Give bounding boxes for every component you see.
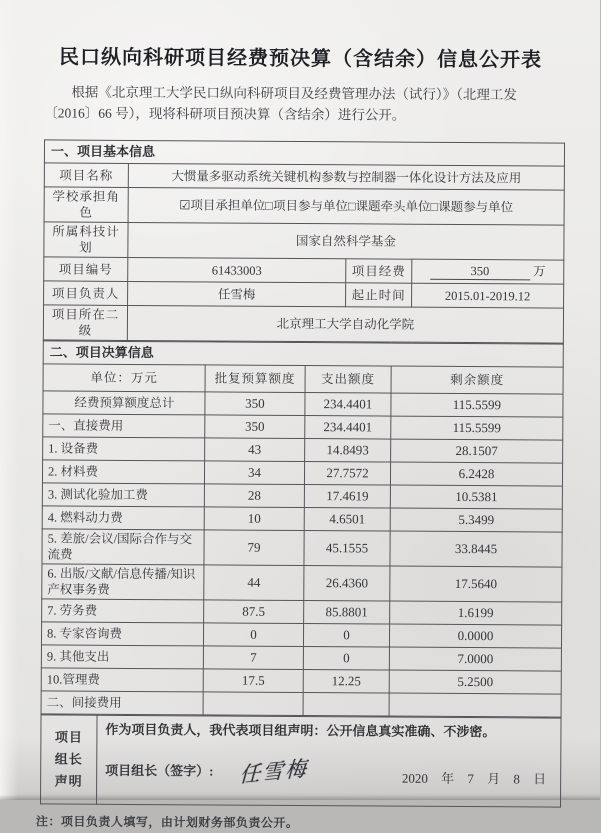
budget-row-materials: [42, 460, 562, 486]
project-name-label: 项目名称: [44, 163, 128, 188]
row-project-name: [44, 163, 564, 190]
footnote: 注：项目负责人填写，由计划财务部负责公开。: [35, 814, 299, 831]
budget-row-consulting: [41, 622, 561, 648]
declaration-body: [96, 715, 561, 807]
declaration-date: 2020 年 7 月 8 日: [401, 770, 547, 787]
budget-row-direct: [43, 414, 563, 440]
spent-value: [303, 693, 389, 717]
signature-label: 项目组长（签字）:: [105, 762, 214, 779]
approved-value: 43: [205, 438, 305, 462]
spent-value: 27.7572: [304, 462, 390, 486]
signature-handwriting: 任雪梅: [239, 756, 309, 788]
budget-row-equipment: [43, 437, 563, 463]
paper-bottom-edge-shadow: [0, 795, 600, 800]
row-label: 1. 设备费: [43, 437, 205, 461]
school-role-label: 学校承担角色: [44, 187, 128, 223]
project-no-value: 61433003: [128, 257, 346, 282]
budget-row-total: [43, 391, 563, 417]
spent-value: 85.8801: [304, 601, 390, 625]
declaration-row: [41, 715, 562, 807]
budget-row-indirect: [41, 691, 561, 717]
row-school-role: [44, 187, 564, 225]
duration-label: 起止时间: [346, 283, 412, 307]
remaining-value: 5.2500: [389, 670, 561, 694]
row-project-no-funding: [44, 257, 564, 284]
declaration-label-line: 组长: [54, 751, 83, 767]
page-title: 民口纵向科研项目经费预决算（含结余）信息公开表: [58, 46, 543, 72]
row-label: 10.管理费: [41, 668, 203, 692]
budget-row-labor: [42, 599, 562, 625]
remaining-value: 6.2428: [390, 462, 562, 486]
spent-value: 4.6501: [304, 508, 390, 532]
approved-value: 17.5: [203, 669, 303, 693]
row-department: [43, 305, 563, 343]
remaining-value: 28.1507: [391, 439, 563, 463]
department-label: 项目所在二级: [43, 305, 127, 341]
approved-value: 34: [204, 461, 304, 485]
funding-value-cell: [412, 259, 564, 284]
row-label: 一、直接费用: [43, 414, 205, 438]
remaining-value: 17.5640: [390, 566, 562, 602]
approved-value: 87.5: [204, 600, 304, 624]
spent-value: 0: [303, 624, 389, 648]
section-basic-info-header: [44, 140, 564, 166]
declaration-statement: 作为项目负责人，我代表项目组声明：公开信息真实准确、不涉密。: [105, 721, 496, 740]
school-role-checkboxes: ☑项目承担单位□项目参与单位□课题牵头单位□课题参与单位: [128, 187, 564, 225]
declaration-label-line: 声明: [54, 773, 83, 789]
approved-value: 7: [203, 646, 303, 670]
remaining-value: 0.0000: [389, 624, 561, 648]
approved-value: 0: [203, 623, 303, 647]
budget-row-travel: [42, 529, 562, 567]
basic-info-table: [43, 139, 565, 343]
intro-paragraph: [44, 81, 564, 126]
spent-value: 14.8493: [305, 439, 391, 463]
section-budget-header: [43, 341, 563, 367]
budget-row-publication: [42, 564, 562, 602]
row-label: 8. 专家咨询费: [41, 622, 203, 646]
approved-value: 10: [204, 507, 304, 531]
row-label: 2. 材料费: [42, 460, 204, 484]
row-label: 4. 燃料动力费: [42, 506, 204, 530]
funding-unit: 万: [533, 264, 546, 279]
approved-value: [203, 692, 303, 716]
spent-value: 234.4401: [305, 393, 391, 417]
remaining-value: 7.0000: [389, 647, 561, 671]
budget-table: [41, 340, 564, 717]
project-name-value: 大惯量多驱动系统关键机构参数与控制器一体化设计方法及应用: [128, 163, 564, 190]
row-label: 9. 其他支出: [41, 645, 203, 669]
budget-row-fuel-power: [42, 506, 562, 532]
remaining-value: 5.3499: [390, 508, 562, 532]
intro-line-2: 〔2016〕66 号），现将科研项目预决算（含结余）进行公开。: [44, 105, 406, 123]
program-value: 国家自然科学基金: [128, 222, 564, 260]
row-label: 经费预算额度总计: [43, 391, 205, 415]
remaining-value: 115.5599: [391, 416, 563, 440]
funding-label: 项目经费: [346, 259, 412, 283]
signature-row: [105, 756, 552, 788]
budget-header-row: [43, 364, 563, 394]
funding-amount: 350: [430, 263, 530, 281]
approved-value: 28: [204, 484, 304, 508]
project-no-label: 项目编号: [44, 257, 128, 282]
approved-value: 350: [205, 415, 305, 439]
row-label: 7. 劳务费: [42, 599, 204, 623]
col-header-remaining: 剩余额度: [391, 366, 563, 394]
remaining-value: [389, 693, 561, 717]
spent-value: 12.25: [303, 670, 389, 694]
remaining-value: 10.5381: [390, 485, 562, 509]
spent-value: 17.4619: [304, 485, 390, 509]
approved-value: 79: [204, 530, 304, 566]
col-header-unit: 单位：万元: [43, 364, 205, 392]
declaration-table: [40, 714, 562, 807]
declaration-side-label: [41, 715, 98, 804]
section-budget-title: 二、项目决算信息: [43, 341, 563, 367]
intro-line-1: 根据《北京理工大学民口纵向科研项目及经费管理办法（试行）》（北理工发: [71, 84, 517, 103]
budget-row-management: [41, 668, 561, 694]
duration-value: 2015.01-2019.12: [412, 283, 564, 308]
pi-label: 项目负责人: [44, 281, 128, 306]
col-header-spent: 支出额度: [305, 366, 391, 394]
row-label: 二、间接费用: [41, 691, 203, 715]
row-label: 6. 出版/文献/信息传播/知识产权事务费: [42, 564, 204, 600]
row-label: 5. 差旅/会议/国际合作与交流费: [42, 529, 204, 565]
row-program: [44, 222, 564, 260]
remaining-value: 115.5599: [391, 393, 563, 417]
program-label: 所属科技计划: [44, 222, 128, 258]
spent-value: 0: [303, 647, 389, 671]
remaining-value: 1.6199: [390, 601, 562, 625]
budget-row-other: [41, 645, 561, 671]
spent-value: 234.4401: [305, 416, 391, 440]
col-header-approved: 批复预算额度: [205, 365, 305, 393]
pi-value: 任雪梅: [128, 281, 346, 306]
spent-value: 26.4360: [304, 566, 390, 602]
section-basic-info-title: 一、项目基本信息: [44, 140, 564, 166]
budget-row-testing: [42, 483, 562, 509]
approved-value: 44: [204, 565, 304, 601]
remaining-value: 33.8445: [390, 531, 562, 567]
approved-value: 350: [205, 392, 305, 416]
declaration-label-line: 项目: [54, 729, 83, 745]
row-label: 3. 测试化验加工费: [42, 483, 204, 507]
row-pi-duration: [44, 281, 564, 308]
spent-value: 45.1555: [304, 531, 390, 567]
department-value: 北京理工大学自动化学院: [127, 305, 563, 343]
